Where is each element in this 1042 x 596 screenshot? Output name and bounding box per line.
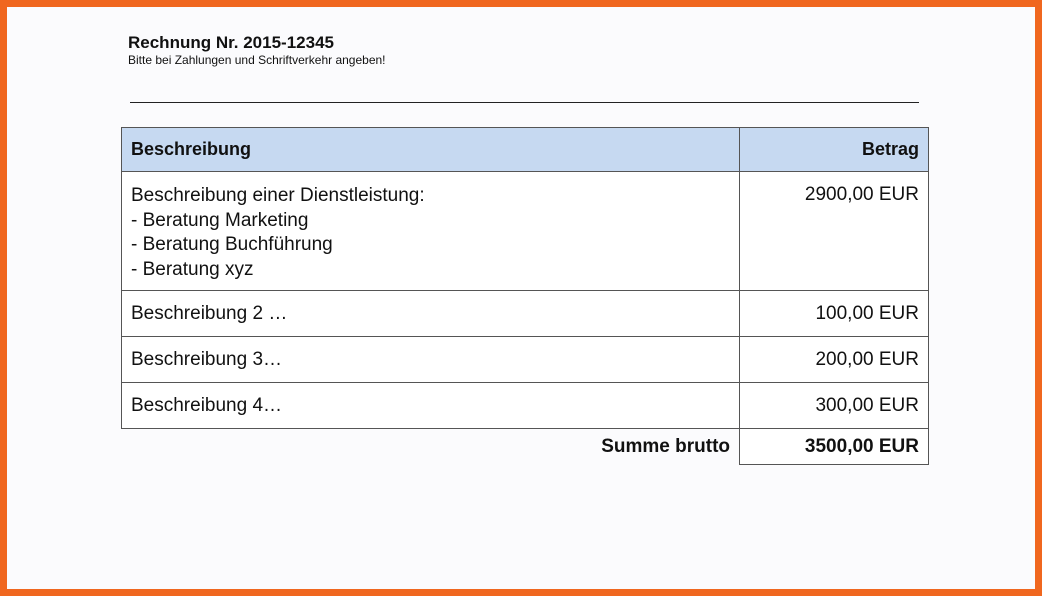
- table-row: [122, 337, 929, 383]
- row-description: Beschreibung 2 …: [122, 291, 740, 337]
- row-description: Beschreibung 3…: [122, 337, 740, 383]
- row-amount: 100,00 EUR: [740, 291, 929, 337]
- total-label: Summe brutto: [122, 429, 740, 465]
- row-amount: 200,00 EUR: [740, 337, 929, 383]
- total-value: 3500,00 EUR: [740, 429, 929, 465]
- invoice-subtitle: Bitte bei Zahlungen und Schriftverkehr angeben!: [128, 53, 386, 67]
- row-amount: 2900,00 EUR: [740, 172, 929, 291]
- row-description-line: - Beratung Marketing: [131, 209, 309, 231]
- row-description-line: - Beratung Buchführung: [131, 234, 333, 255]
- invoice-title: Rechnung Nr. 2015-12345: [128, 33, 334, 52]
- total-row: [122, 429, 929, 465]
- table-row: [122, 172, 929, 291]
- row-description: Beschreibung 4…: [122, 383, 740, 429]
- row-description: [122, 172, 740, 291]
- row-description-line: - Beratung xyz: [131, 258, 254, 280]
- header-amount: Betrag: [740, 128, 929, 172]
- divider-line: [130, 102, 919, 103]
- row-description-line: Beschreibung einer Dienstleistung:: [131, 185, 425, 206]
- invoice-table: [121, 127, 929, 465]
- table-row: [122, 291, 929, 337]
- table-header-row: [122, 128, 929, 172]
- table-row: [122, 383, 929, 429]
- header-description: Beschreibung: [122, 128, 740, 172]
- row-amount: 300,00 EUR: [740, 383, 929, 429]
